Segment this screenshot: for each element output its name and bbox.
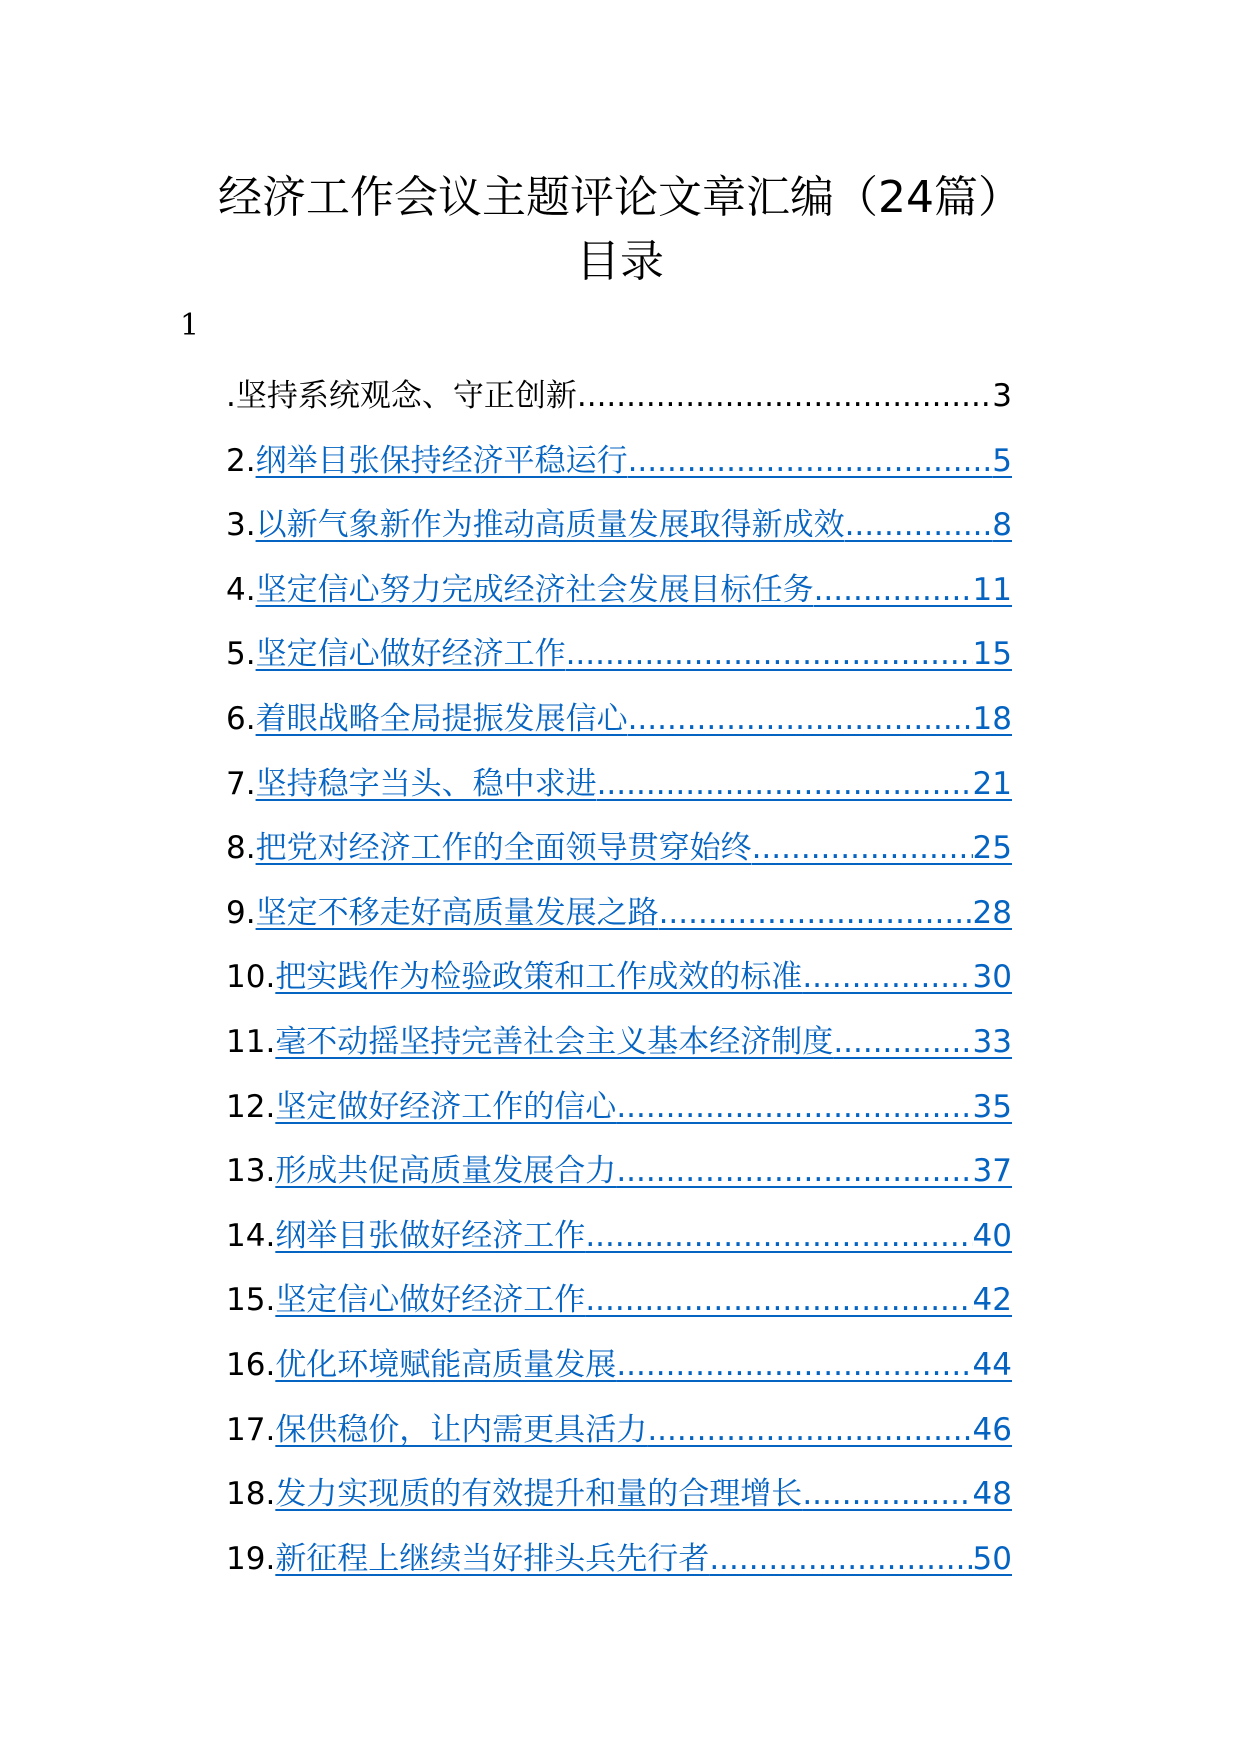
toc-entry-number: 17. <box>226 1411 276 1448</box>
toc-entry <box>226 945 1012 1010</box>
toc-entry <box>226 1075 1012 1140</box>
toc-entry <box>226 1462 1012 1527</box>
toc-entry-page: 35 <box>972 1088 1012 1125</box>
toc-entry-link[interactable] <box>256 622 1012 686</box>
toc-entry-link[interactable] <box>256 881 1012 945</box>
toc-entry-link[interactable] <box>256 493 1012 557</box>
toc-entry <box>226 881 1012 946</box>
toc-entry-page: 15 <box>972 636 1012 673</box>
toc-entry-title: 形成共促高质量发展合力 <box>275 1153 617 1190</box>
toc-dot-leader <box>802 945 972 1009</box>
toc-entry <box>226 1204 1012 1269</box>
toc-entry-title: 优化环境赋能高质量发展 <box>275 1346 617 1383</box>
toc-entry-link[interactable] <box>275 1462 1012 1526</box>
toc-dot-leader <box>616 1333 972 1397</box>
toc-entry-number: 18. <box>226 1476 276 1513</box>
toc-dot-leader <box>585 1204 972 1268</box>
toc-dot-leader <box>647 1398 972 1462</box>
toc-entry-title: 坚持稳字当头、稳中求进 <box>255 765 597 802</box>
toc-entry <box>226 1527 1012 1592</box>
toc-entry-title: 把实践作为检验政策和工作成效的标准 <box>275 959 803 996</box>
toc-entry <box>226 687 1012 752</box>
page-marker: 1 <box>180 308 200 343</box>
table-of-contents <box>226 364 1012 1591</box>
toc-entry-number: 2. <box>226 442 256 479</box>
toc-entry-title: 坚定信心做好经济工作 <box>275 1282 586 1319</box>
toc-entry <box>226 1139 1012 1204</box>
toc-entry <box>226 493 1012 558</box>
document-title: 经济工作会议主题评论文章汇编（24篇） <box>218 172 1022 223</box>
toc-entry-link[interactable] <box>275 1075 1012 1139</box>
toc-entry <box>226 1010 1012 1075</box>
toc-dot-leader <box>628 429 993 493</box>
toc-entry-link[interactable] <box>275 1398 1012 1462</box>
toc-entry-link[interactable] <box>256 429 1012 493</box>
toc-entry-number: 7. <box>226 765 256 802</box>
toc-dot-leader <box>628 687 973 751</box>
toc-entry-title: 毫不动摇坚持完善社会主义基本经济制度 <box>275 1023 834 1060</box>
toc-dot-leader <box>597 752 973 816</box>
toc-entry-number: 6. <box>226 700 256 737</box>
toc-dot-leader <box>577 364 992 428</box>
toc-entry-number: 4. <box>226 571 256 608</box>
toc-entry-number: 11. <box>226 1023 276 1060</box>
toc-entry <box>226 429 1012 494</box>
toc-entry-page: 33 <box>972 1023 1012 1060</box>
toc-entry-link[interactable] <box>275 1139 1012 1203</box>
toc-entry-title: 坚定不移走好高质量发展之路 <box>255 894 659 931</box>
toc-entry-number: . <box>226 378 236 414</box>
toc-entry-number: 19. <box>226 1540 276 1577</box>
toc-entry-number: 10. <box>226 959 276 996</box>
toc-entry-link[interactable] <box>256 558 1012 622</box>
toc-entry-link[interactable] <box>256 752 1012 816</box>
toc-entry-page: 30 <box>972 959 1012 996</box>
toc-dot-leader <box>845 493 993 557</box>
toc-dot-leader <box>802 1462 972 1526</box>
toc-entry-number: 3. <box>226 507 256 544</box>
toc-entry <box>226 364 1012 429</box>
toc-heading: 目录 <box>576 236 664 287</box>
toc-dot-leader <box>659 881 973 945</box>
toc-entry-number: 8. <box>226 830 256 867</box>
toc-entry-title: 纲举目张做好经济工作 <box>275 1217 586 1254</box>
toc-entry-link[interactable] <box>256 687 1012 751</box>
toc-entry-page: 21 <box>972 765 1012 802</box>
toc-dot-leader <box>833 1010 972 1074</box>
toc-dot-leader <box>616 1139 972 1203</box>
toc-entry <box>226 816 1012 881</box>
toc-entry-number: 16. <box>226 1346 276 1383</box>
toc-dot-leader <box>709 1527 972 1591</box>
toc-entry-title: 发力实现质的有效提升和量的合理增长 <box>275 1476 803 1513</box>
toc-entry-page: 11 <box>972 571 1012 608</box>
toc-entry-page: 5 <box>992 442 1012 479</box>
toc-entry-page: 40 <box>972 1217 1012 1254</box>
toc-entry-page: 8 <box>992 507 1012 544</box>
toc-dot-leader <box>566 622 973 686</box>
toc-entry <box>226 558 1012 623</box>
toc-entry <box>226 752 1012 817</box>
toc-dot-leader <box>585 1268 972 1332</box>
toc-entry-number: 5. <box>226 636 256 673</box>
toc-entry-page: 37 <box>972 1153 1012 1190</box>
toc-entry-page: 18 <box>972 700 1012 737</box>
toc-entry <box>226 1333 1012 1398</box>
toc-entry-number: 15. <box>226 1282 276 1319</box>
toc-entry-link[interactable] <box>275 1333 1012 1397</box>
toc-entry-title: 把党对经济工作的全面领导贯穿始终 <box>255 830 752 867</box>
toc-entry-page: 42 <box>972 1282 1012 1319</box>
toc-entry-link[interactable] <box>236 364 1012 428</box>
toc-entry-page: 46 <box>972 1411 1012 1448</box>
toc-entry-link[interactable] <box>275 1527 1012 1591</box>
toc-entry-link[interactable] <box>275 1010 1012 1074</box>
toc-entry-title: 坚定信心做好经济工作 <box>255 636 566 673</box>
toc-entry-title: 坚定做好经济工作的信心 <box>275 1088 617 1125</box>
toc-entry-page: 3 <box>992 378 1012 414</box>
toc-entry-page: 44 <box>972 1346 1012 1383</box>
toc-dot-leader <box>814 558 973 622</box>
toc-entry <box>226 1268 1012 1333</box>
toc-entry-link[interactable] <box>275 945 1012 1009</box>
toc-entry <box>226 1398 1012 1463</box>
toc-entry-page: 25 <box>972 830 1012 867</box>
toc-entry-number: 12. <box>226 1088 276 1125</box>
toc-entry-title: 坚持系统观念、守正创新 <box>235 378 577 414</box>
toc-entry-page: 50 <box>972 1540 1012 1577</box>
toc-entry-link[interactable] <box>256 816 1012 880</box>
toc-entry <box>226 622 1012 687</box>
toc-entry-page: 48 <box>972 1476 1012 1513</box>
toc-entry-number: 13. <box>226 1153 276 1190</box>
toc-dot-leader <box>616 1075 972 1139</box>
toc-entry-number: 14. <box>226 1217 276 1254</box>
toc-dot-leader <box>752 816 973 880</box>
toc-entry-link[interactable] <box>275 1268 1012 1332</box>
toc-entry-link[interactable] <box>275 1204 1012 1268</box>
toc-entry-title: 保供稳价，让内需更具活力 <box>275 1411 648 1448</box>
toc-entry-title: 坚定信心努力完成经济社会发展目标任务 <box>255 571 814 608</box>
toc-entry-title: 纲举目张保持经济平稳运行 <box>255 442 628 479</box>
toc-entry-title: 着眼战略全局提振发展信心 <box>255 700 628 737</box>
toc-entry-number: 9. <box>226 894 256 931</box>
toc-entry-title: 新征程上继续当好排头兵先行者 <box>275 1540 710 1577</box>
toc-entry-page: 28 <box>972 894 1012 931</box>
toc-entry-title: 以新气象新作为推动高质量发展取得新成效 <box>255 507 845 544</box>
